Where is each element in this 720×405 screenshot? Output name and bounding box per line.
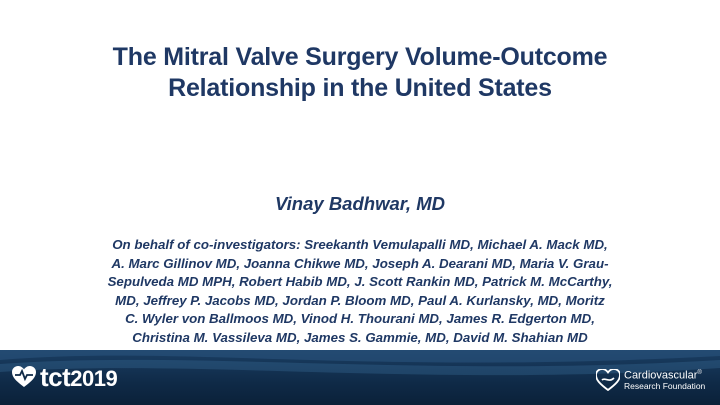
coinvestigator-line: A. Marc Gillinov MD, Joanna Chikwe MD, Joseph A. Dearani MD, Maria V. Grau-: [111, 255, 609, 271]
coinvestigator-line: C. Wyler von Ballmoos MD, Vinod H. Thourani MD, James R. Edgerton MD,: [125, 311, 595, 327]
crf-line2: Research Foundation: [624, 381, 706, 392]
tct-wordmark: [40, 362, 117, 393]
coinvestigator-line: Christina M. Vassileva MD, James S. Gammie, MD, David M. Shahian MD: [132, 329, 588, 345]
tct-year: 2019: [70, 365, 118, 391]
tct-brand: tct: [40, 361, 71, 392]
title-line: Relationship in the United States: [168, 74, 552, 102]
crf-line1: Cardiovascular: [624, 369, 698, 382]
crf-logo: [596, 366, 705, 394]
coinvestigator-line: On behalf of co-investigators: Sreekanth Vemulapalli MD, Michael A. Mack MD,: [112, 237, 608, 252]
coinvestigator-line: MD, Jeffrey P. Jacobs MD, Jordan P. Bloom MD, Paul A. Kurlansky, MD, Moritz: [115, 292, 605, 308]
tct-logo: [12, 362, 117, 392]
coinvestigator-line: Sepulveda MD MPH, Robert Habib MD, J. Scott Rankin MD, Patrick M. McCarthy,: [107, 274, 613, 290]
crf-wordmark: [624, 368, 705, 393]
presenter-name: Vinay Badhwar, MD: [275, 193, 445, 214]
title-line: The Mitral Valve Surgery Volume-Outcome: [112, 43, 608, 71]
coinvestigator-list: [28, 236, 692, 348]
crf-registered: ®: [697, 369, 702, 376]
slide-title: [30, 42, 690, 104]
heart-icon: [12, 366, 36, 388]
heart-icon: [596, 369, 620, 391]
